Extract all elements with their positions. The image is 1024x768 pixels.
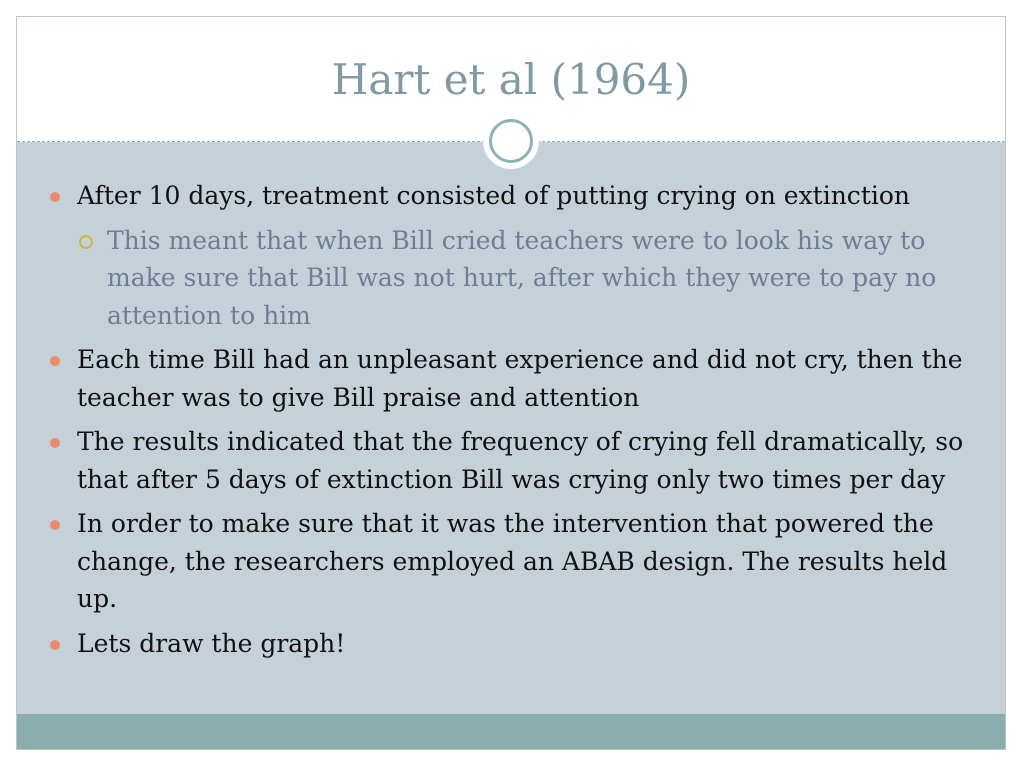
- bullet-icon: [50, 520, 60, 530]
- slide: [16, 16, 1006, 750]
- bullet-text: In order to make sure that it was the intervention that powered the change, the researchers employed an ABAB design. The results held up.: [77, 509, 948, 613]
- bullet-item: [47, 423, 977, 498]
- sub-bullet-text: This meant that when Bill cried teachers were to look his way to make sure that Bill was not hurt, after which they were to pay no attention to him: [107, 225, 937, 330]
- bullet-text: After 10 days, treatment consisted of putting crying on extinction: [77, 181, 911, 210]
- bullet-icon: [50, 356, 60, 366]
- circle-ornament-icon: [483, 113, 539, 169]
- bullet-icon: [50, 640, 60, 650]
- bullet-text: Each time Bill had an unpleasant experience and did not cry, then the teacher was to give Bill praise and attention: [77, 345, 963, 412]
- footer-band: [17, 714, 1005, 749]
- bullet-item: [47, 505, 977, 618]
- bullet-icon: [50, 192, 60, 202]
- bullet-item: [47, 177, 977, 215]
- bullet-item: [47, 341, 977, 416]
- slide-title: Hart et al (1964): [331, 55, 691, 104]
- sub-bullet-icon: [79, 235, 93, 249]
- bullet-list: [47, 177, 977, 669]
- sub-bullet-item: [47, 222, 977, 335]
- ornament-inner-ring: [493, 123, 529, 159]
- bullet-text: The results indicated that the frequency of crying fell dramatically, so that after 5 days of extinction Bill was crying only two times per day: [77, 427, 964, 494]
- bullet-icon: [50, 438, 60, 448]
- bullet-item: [47, 625, 977, 663]
- bullet-text: Lets draw the graph!: [77, 628, 346, 658]
